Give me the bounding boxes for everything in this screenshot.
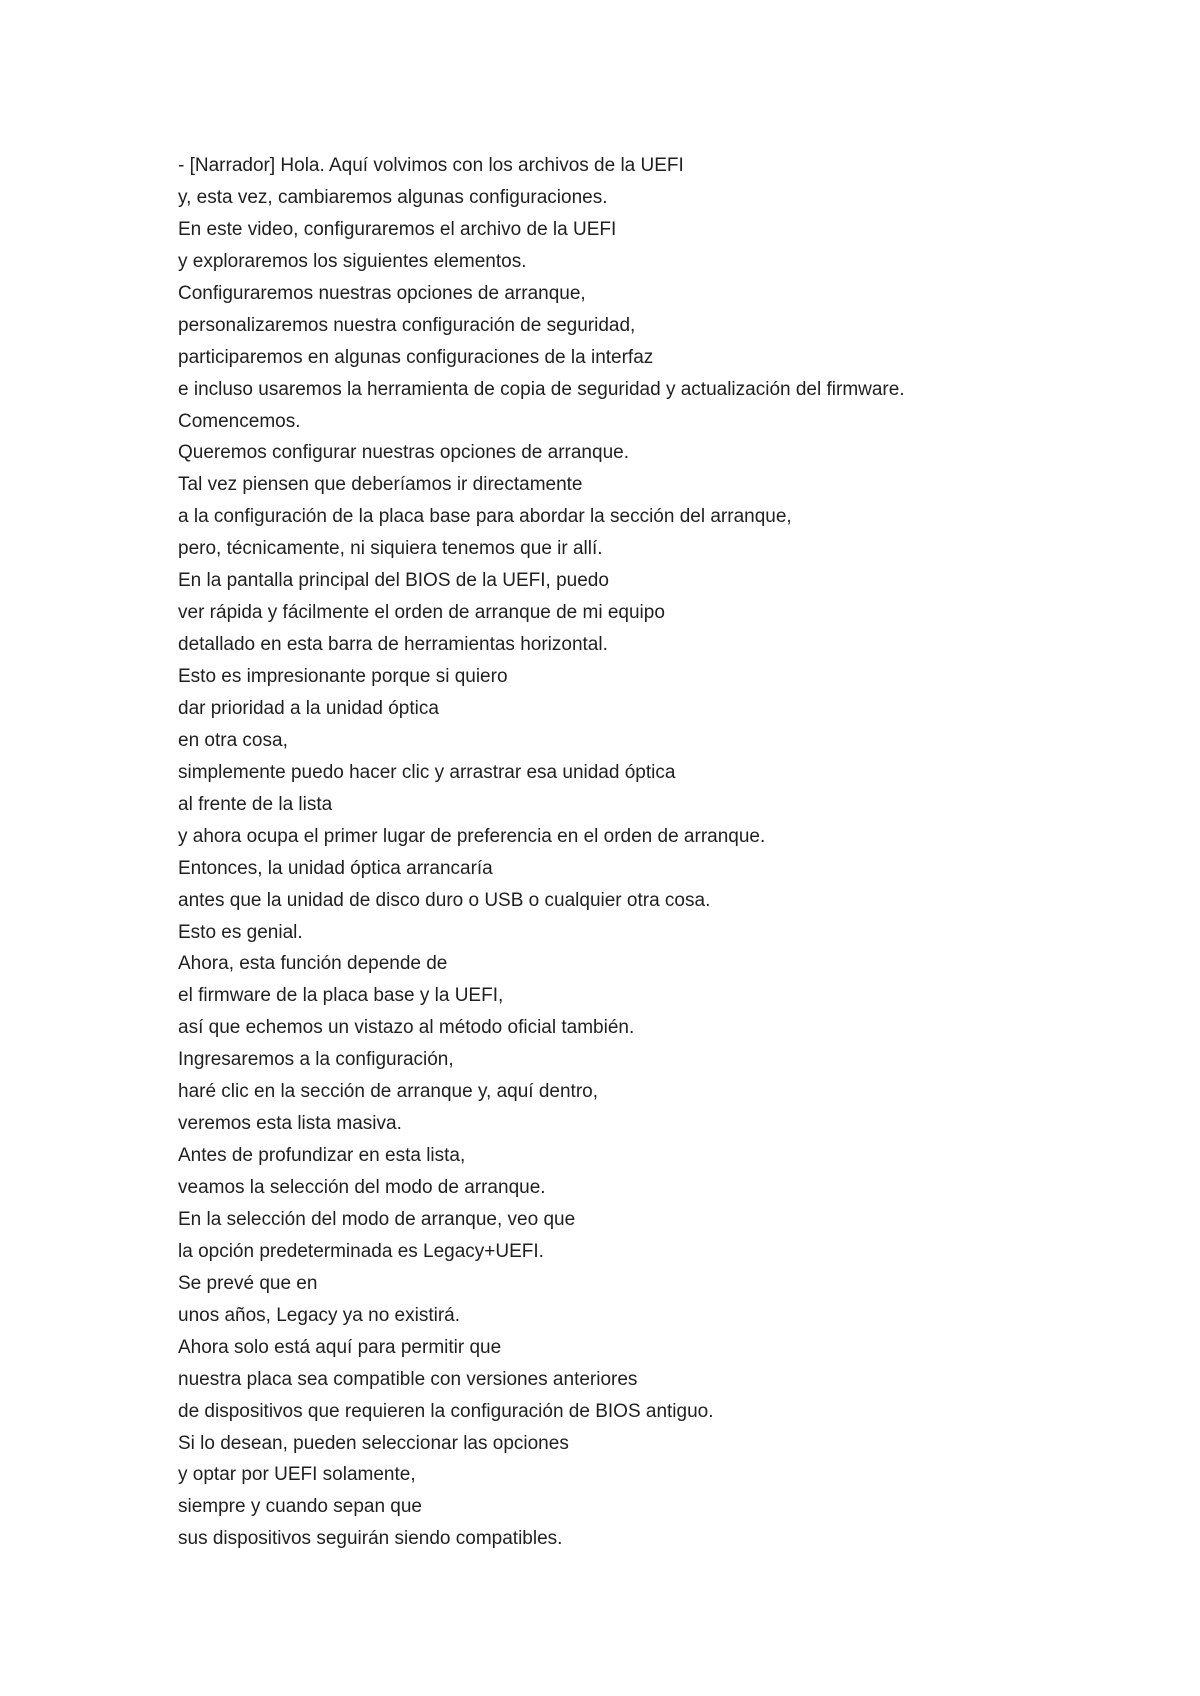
transcript-line: en otra cosa, [178,729,288,751]
transcript-line: Queremos configurar nuestras opciones de arranque. [178,442,629,464]
transcript-line: Ahora solo está aquí para permitir que [178,1336,502,1358]
transcript-line: siempre y cuando sepan que [178,1496,422,1518]
transcript-line: En este video, configuraremos el archivo de la UEFI [178,218,617,240]
transcript-line: detallado en esta barra de herramientas horizontal. [178,634,608,656]
transcript-line: participaremos en algunas configuraciones de la interfaz [178,346,654,368]
transcript-line: dar prioridad a la unidad óptica [178,697,439,719]
transcript-line: veremos esta lista masiva. [178,1113,402,1135]
transcript-line: Entonces, la unidad óptica arrancaría [178,857,493,879]
transcript-line: Si lo desean, pueden seleccionar las opciones [178,1432,569,1454]
transcript-line: En la pantalla principal del BIOS de la UEFI, puedo [178,570,609,592]
transcript-line: así que echemos un vistazo al método oficial también. [178,1017,635,1039]
transcript-line: Comencemos. [178,410,301,432]
transcript-line: sus dispositivos seguirán siendo compatibles. [178,1528,563,1550]
transcript-line: antes que la unidad de disco duro o USB o cualquier otra cosa. [178,889,711,911]
transcript-line: veamos la selección del modo de arranque. [178,1177,546,1198]
transcript-line: y exploraremos los siguientes elementos. [178,250,527,272]
transcript-line: Antes de profundizar en esta lista, [178,1145,466,1167]
transcript-line: a la configuración de la placa base para abordar la sección del arranque, [178,506,792,528]
transcript-line: al frente de la lista [178,793,333,815]
transcript-line: de dispositivos que requieren la configuración de BIOS antiguo. [178,1400,714,1422]
transcript-line: En la selección del modo de arranque, veo que [178,1208,576,1230]
transcript-line: haré clic en la sección de arranque y, aquí dentro, [178,1081,599,1103]
transcript-line: nuestra placa sea compatible con versiones anteriores [178,1368,638,1390]
transcript-line: la opción predeterminada es Legacy+UEFI. [178,1240,544,1262]
transcript-line: Esto es impresionante porque si quiero [178,666,508,687]
transcript-line: simplemente puedo hacer clic y arrastrar esa unidad óptica [178,761,676,783]
transcript-line: Ingresaremos a la configuración, [178,1049,454,1071]
transcript-line: y, esta vez, cambiaremos algunas configuraciones. [178,186,608,208]
transcript-line: y optar por UEFI solamente, [178,1464,416,1486]
transcript-line: Tal vez piensen que deberíamos ir directamente [178,474,583,496]
transcript-line: ver rápida y fácilmente el orden de arranque de mi equipo [178,602,665,624]
transcript-line: Configuraremos nuestras opciones de arranque, [178,282,586,304]
transcript-line: unos años, Legacy ya no existirá. [178,1304,461,1326]
transcript-line: Se prevé que en [178,1272,318,1294]
transcript-line: pero, técnicamente, ni siquiera tenemos que ir allí. [178,538,603,560]
transcript-line: - [Narrador] Hola. Aquí volvimos con los archivos de la UEFI [178,155,684,176]
transcript-line: e incluso usaremos la herramienta de copia de seguridad y actualización del firmware. [178,378,905,400]
transcript-line: personalizaremos nuestra configuración de seguridad, [178,314,636,336]
transcript-line: Esto es genial. [178,921,303,943]
transcript-line: y ahora ocupa el primer lugar de preferencia en el orden de arranque. [178,825,766,847]
transcript-line: Ahora, esta función depende de [178,953,448,975]
transcript-text [178,150,1078,1555]
transcript-line: el firmware de la placa base y la UEFI, [178,985,504,1007]
